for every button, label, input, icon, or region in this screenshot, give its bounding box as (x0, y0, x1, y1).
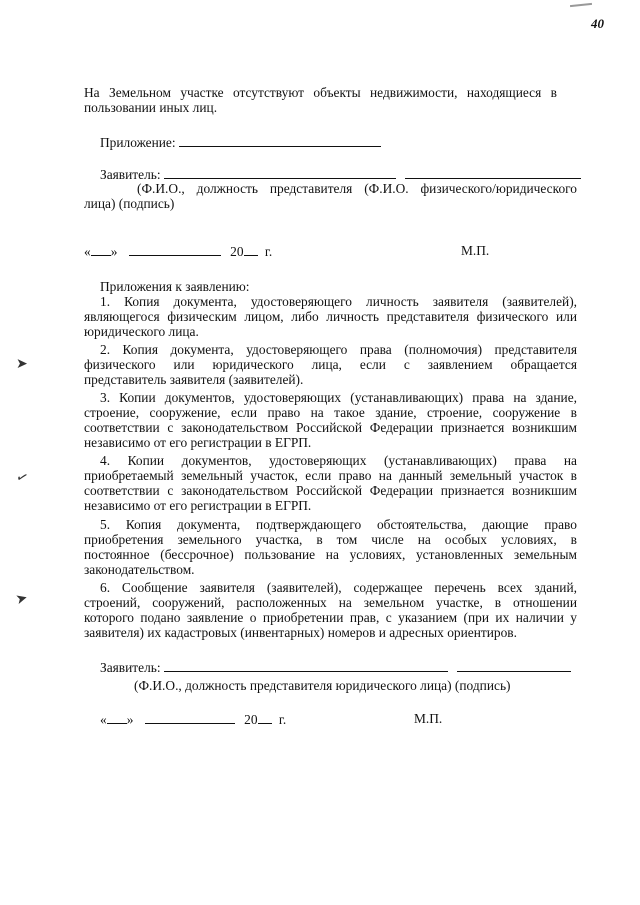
month-blank (129, 243, 221, 256)
appendix-item-line: 1. Копия документа, удостоверяющего личность заявителя (заявителей), (100, 294, 577, 309)
date-row: « » 20 г. (84, 244, 273, 259)
applicant-name-blank (164, 166, 396, 179)
applicant-caption: лица) (подпись) (84, 196, 175, 211)
appendix-item-line: являющегося физическим лицом, либо личность представителя физического или (84, 309, 577, 324)
attachment-blank (179, 134, 381, 147)
appendix-item-line: соответствии с законодательством Российской Федерации признается возникшим (84, 483, 577, 498)
appendix-item-line: независимо от его регистрации в ЕГРП. (84, 498, 312, 513)
date-row: « » 20 г. (100, 712, 287, 727)
attachment-label: Приложение: (100, 135, 176, 150)
appendix-item-line: приобретения земельного участка, в том числе на особых условиях, в (84, 532, 577, 547)
applicant-caption: (Ф.И.О., должность представителя (Ф.И.О. физического/юридического (137, 181, 577, 196)
appendix-item-line: 4. Копии документов, удостоверяющих (устанавливающих) права на (100, 453, 577, 468)
applicant-signature-blank (405, 166, 581, 179)
margin-arrow-icon: ➤ (14, 590, 30, 609)
day-blank (107, 711, 127, 724)
appendix-item-line: строений, сооружений, расположенных на земельном участке, в отношении (84, 595, 577, 610)
appendix-item-line: 6. Сообщение заявителя (заявителей), содержащее перечень всех зданий, (100, 580, 577, 595)
appendix-item-line: приобретаемый земельный участок, если право на данный земельный участок в (84, 468, 577, 483)
year-blank (258, 711, 272, 724)
appendix-item-line: 3. Копии документов, удостоверяющих (устанавливающих) права на здание, (100, 390, 577, 405)
applicant-signature-blank (457, 659, 571, 672)
appendix-item-line: законодательством. (84, 562, 195, 577)
appendix-item-line: физического или юридического лица, если с заявлением обращается (84, 357, 577, 372)
appendix-item-line: независимо от его регистрации в ЕГРП. (84, 435, 312, 450)
appendix-item-line: представитель заявителя (заявителей). (84, 372, 304, 387)
appendix-item-line: юридического лица. (84, 324, 199, 339)
day-blank (91, 243, 111, 256)
appendix-item-line: 2. Копия документа, удостоверяющего права (полномочия) представителя (100, 342, 577, 357)
applicant-label: Заявитель: (100, 167, 161, 182)
intro-line: пользовании иных лиц. (84, 100, 218, 115)
applicant-row (100, 659, 571, 675)
month-blank (145, 711, 235, 724)
appendix-item-line: соответствии с законодательством Российской Федерации признается возникшим (84, 420, 577, 435)
applicant-row (100, 166, 581, 182)
year-blank (244, 243, 258, 256)
intro-line: На Земельном участке отсутствуют объекты недвижимости, находящиеся в (84, 85, 557, 100)
appendix-item-line: строение, сооружение, если право на такое здание, строение, сооружение в (84, 405, 577, 420)
scan-mark (570, 3, 592, 7)
appendix-item-line: 5. Копия документа, подтверждающего обстоятельства, дающие право (100, 517, 577, 532)
applicant-name-blank (164, 659, 448, 672)
page-number: 40 (591, 16, 604, 31)
appendix-item-line: постоянное (бессрочное) пользование на условиях, установленных земельным (84, 547, 577, 562)
margin-arrow-icon: ➤ (16, 357, 28, 372)
applicant-caption: (Ф.И.О., должность представителя юридического лица) (подпись) (134, 678, 511, 693)
stamp-placeholder: М.П. (461, 243, 490, 258)
appendix-title: Приложения к заявлению: (100, 279, 250, 294)
appendix-item-line: которого подано заявление о приобретении прав, с указанием (при их наличии у (84, 610, 577, 625)
appendix-item-line: заявителя) их кадастровых (инвентарных) номеров и адресных ориентиров. (84, 625, 517, 640)
stamp-placeholder: М.П. (414, 711, 443, 726)
applicant-label: Заявитель: (100, 660, 161, 675)
attachment-row (100, 134, 381, 150)
margin-check-icon: ✓ (13, 469, 30, 488)
